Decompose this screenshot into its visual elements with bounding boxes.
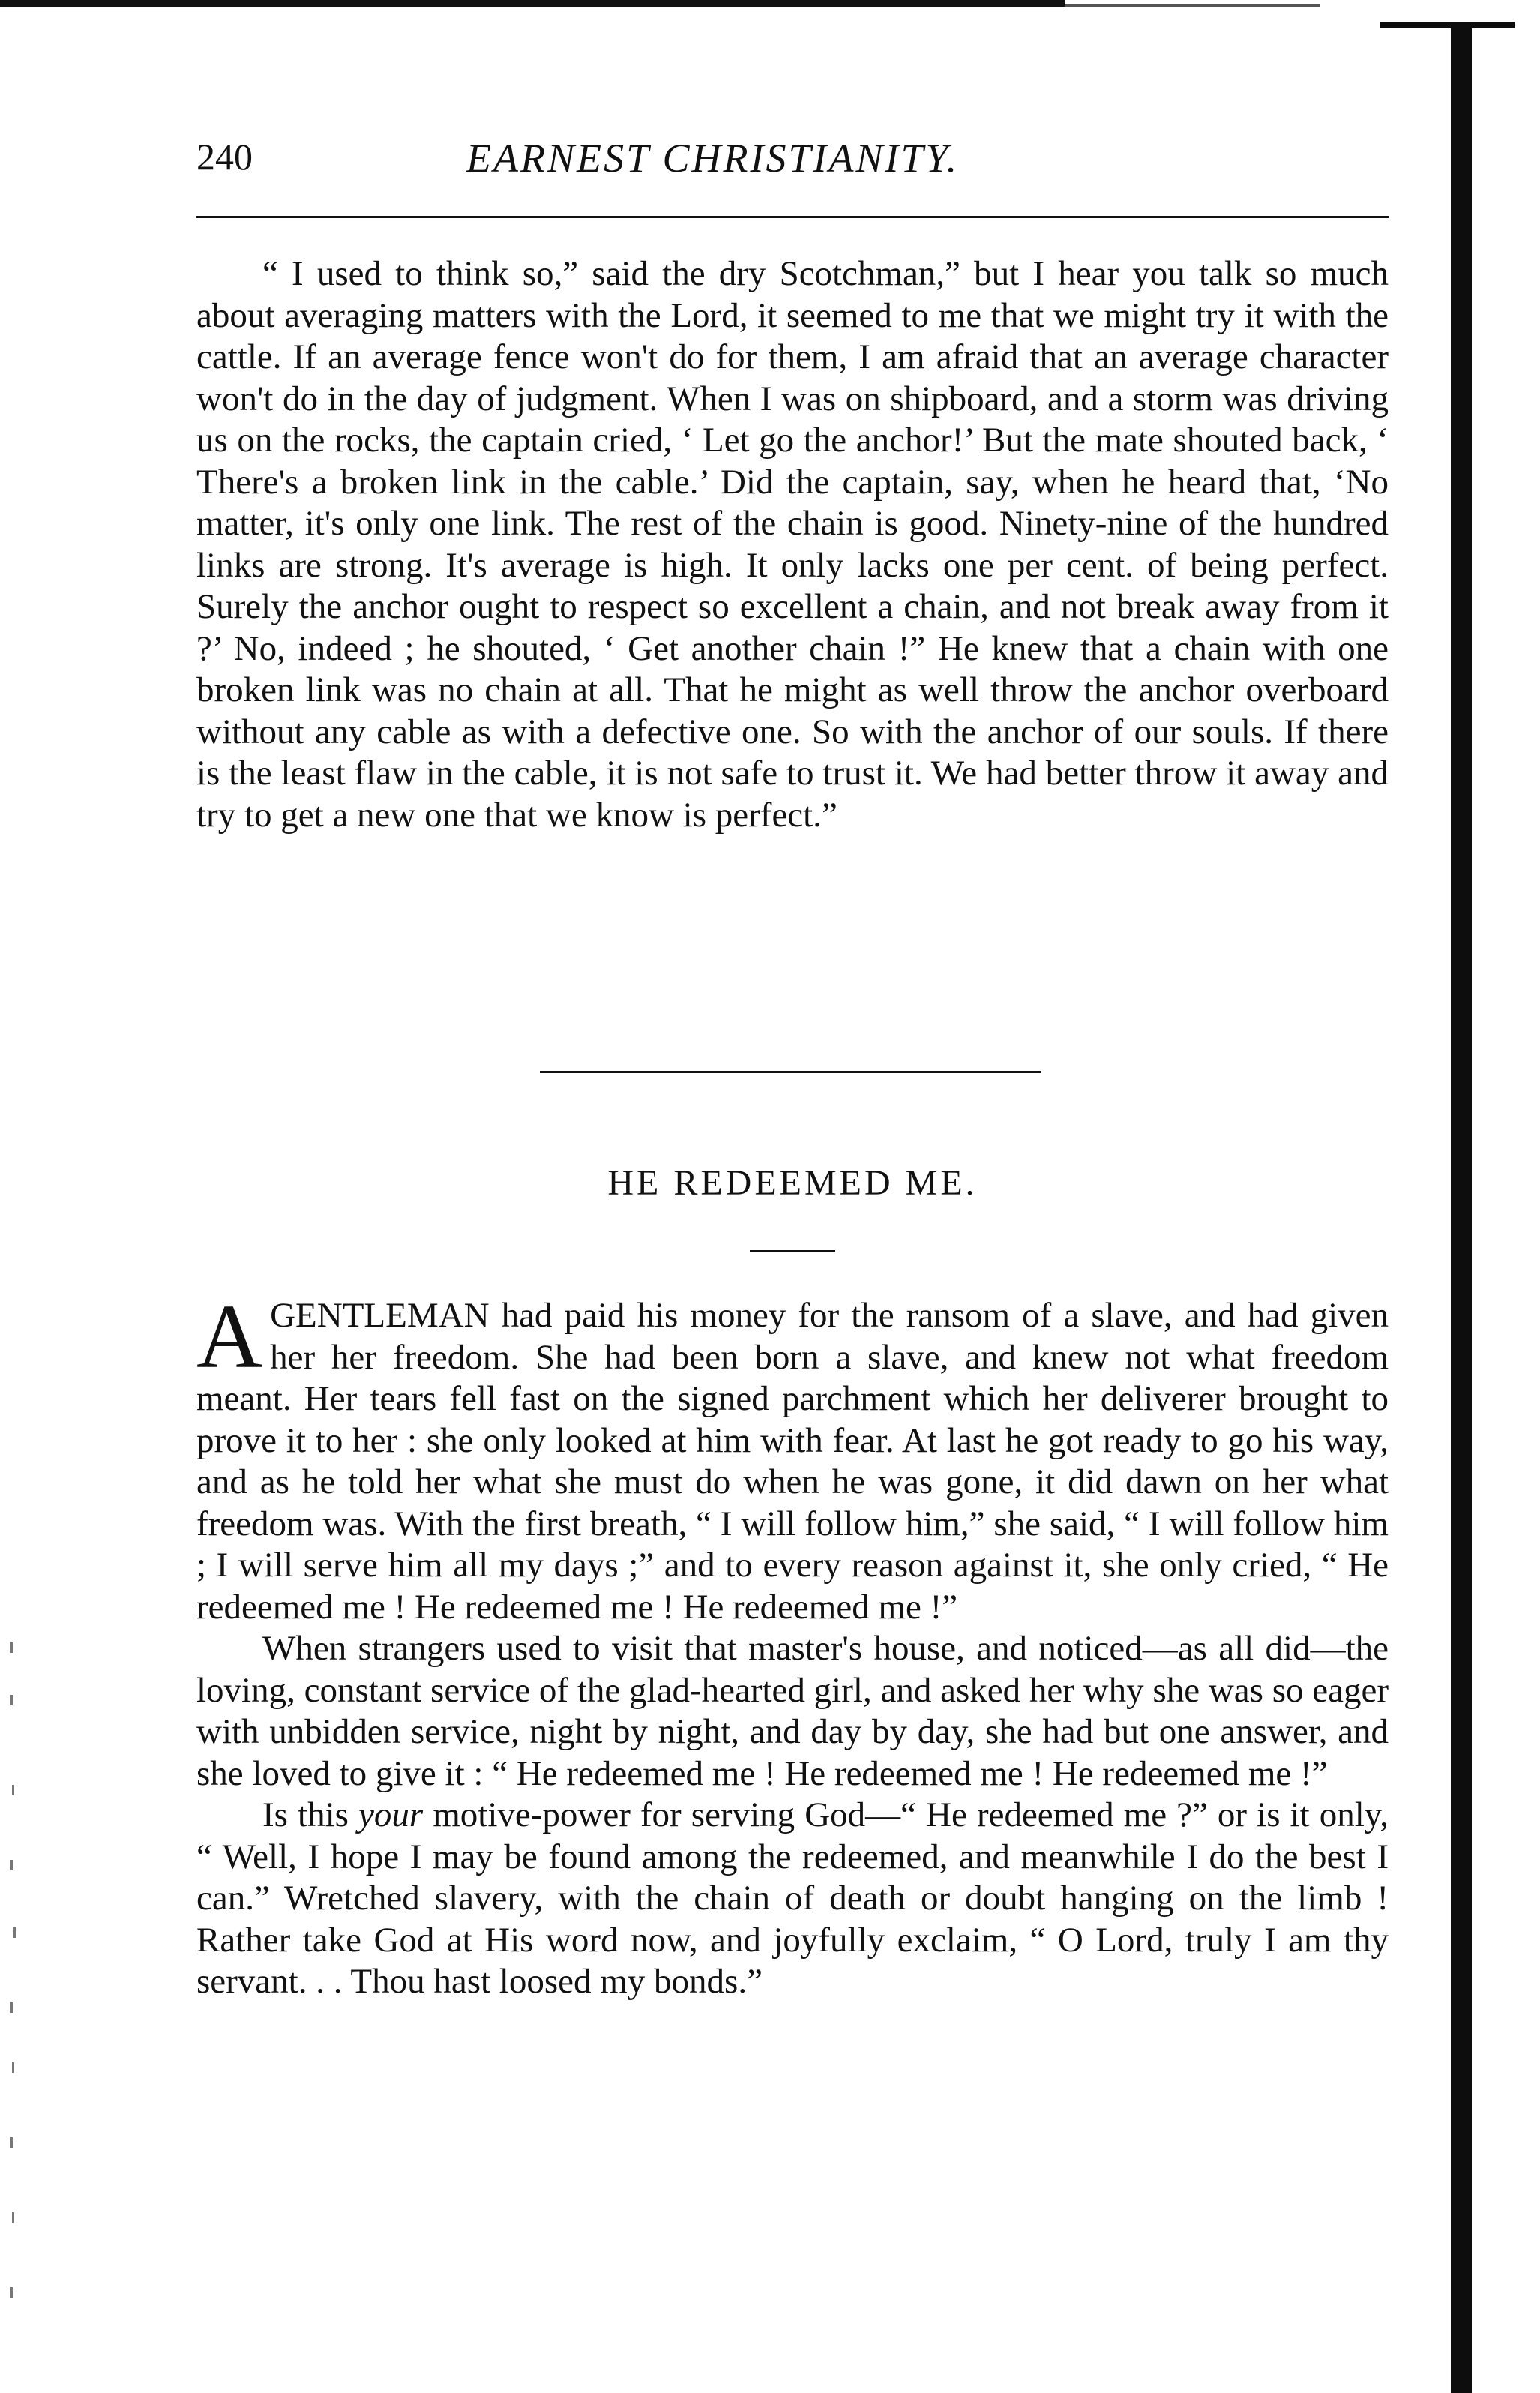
running-title: EARNEST CHRISTIANITY.: [466, 136, 960, 181]
top-edge-rule: [0, 0, 1065, 7]
section-scotchman-text: [196, 253, 1389, 836]
margin-speck: [12, 2062, 14, 2073]
paragraph-gentleman: [196, 1286, 1389, 1628]
margin-speck: [10, 1695, 13, 1705]
binding-edge-cap: [1380, 22, 1515, 28]
header-rule: [196, 216, 1389, 218]
motive-power-text-start: Is this: [262, 1795, 358, 1834]
margin-speck: [10, 2137, 13, 2148]
section-heading: HE REDEEMED ME.: [607, 1163, 978, 1203]
paragraph-motive-power: [196, 1795, 1389, 2003]
drop-cap: A: [196, 1286, 263, 1387]
paragraph-scotchman: “ I used to think so,” said the dry Scotchman,” but I hear you talk so much about averaging matters with the Lord, it seemed to me that we might try it with the cattle. If an average fence won't do for them, I am afraid that an average character won't do in the day of judgment. When I was on shipboard, and a storm was driving us on the rocks, the captain cried, ‘ Let go the anchor!’ But the mate shouted back, ‘ There's a broken link in the cable.’ Did the captain, say, when he heard that, ‘No matter, it's only one link. The rest of the chain is good. Ninety-nine of the hundred links are strong. It's average is high. It only lacks one per cent. of being perfect. Surely the anchor ought to respect so excellent a chain, and not break away from it ?’ No, indeed ; he shouted, ‘ Get another chain !” He knew that a chain with one broken link was no chain at all. That he might as well throw the anchor overboard without any cable as with a defective one. So with the anchor of our souls. If there is the least flaw in the cable, it is not safe to trust it. We had better throw it away and try to get a new one that we know is perfect.”: [196, 254, 1389, 835]
margin-speck: [12, 1785, 14, 1795]
page-header: [196, 127, 1389, 187]
margin-speck: [10, 1860, 13, 1870]
margin-speck: [10, 2287, 13, 2298]
binding-edge: [1451, 22, 1472, 2393]
emphasis-your: your: [358, 1795, 424, 1834]
heading-rule: [750, 1250, 835, 1252]
margin-speck: [10, 1642, 13, 1653]
top-edge-rule-thin: [1065, 4, 1320, 7]
paragraph-gentleman-text: GENTLEMAN had paid his money for the ransom of a slave, and had given her her freedom. She had been born a slave, and knew not what freedom meant. Her tears fell fast on the signed parchment which her deliverer brought to prove it to her : she only looked at him with fear. At last he got ready to go his way, and as he told her what she must do when he was gone, it did dawn on her what freedom was. With the first breath, “ I will follow him,” she said, “ I will follow him ; I will serve him all my days ;” and to every reason against it, she only cried, “ He redeemed me ! He redeemed me ! He redeemed me !”: [196, 1296, 1389, 1627]
margin-speck: [12, 2212, 14, 2223]
margin-speck: [13, 1927, 16, 1938]
paragraph-strangers: When strangers used to visit that master's house, and noticed—as all did—the loving, constant service of the glad-hearted girl, and asked her why she was so eager with unbidden service, night by night, and day by day, she had but one answer, and she loved to give it : “ He redeemed me ! He redeemed me ! He redeemed me !”: [196, 1629, 1389, 1793]
margin-speck: [10, 2002, 13, 2013]
section-redeemed-text: [196, 1286, 1389, 2003]
motive-power-text-end: motive-power for serving God—“ He redeemed me ?” or is it only, “ Well, I hope I may be found among the redeemed, and meanwhile I do the best I can.” Wretched slavery, with the chain of death or doubt hanging on the limb ! Rather take God at His word now, and joyfully exclaim, “ O Lord, truly I am thy servant. . . Thou hast loosed my bonds.”: [196, 1795, 1389, 2001]
page-number: 240: [196, 136, 253, 178]
section-divider: [540, 1071, 1041, 1073]
margin-specks: [0, 1612, 30, 2362]
